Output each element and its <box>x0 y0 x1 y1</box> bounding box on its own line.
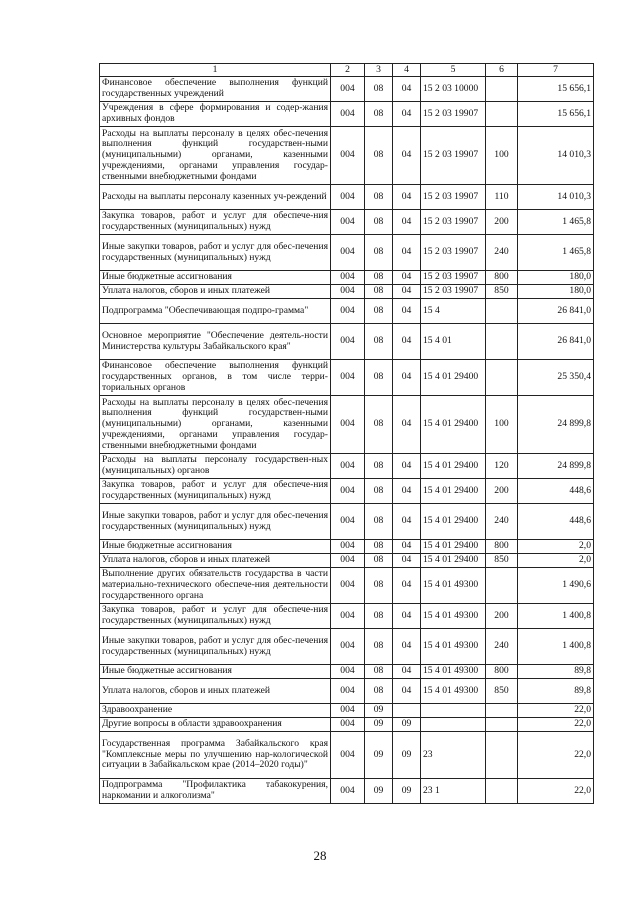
row-amount: 2,0 <box>518 540 594 554</box>
row-section: 08 <box>365 77 393 102</box>
header-col-5: 5 <box>421 64 486 77</box>
row-ministry-code: 004 <box>331 504 365 540</box>
row-section: 08 <box>365 271 393 285</box>
row-name: Иные бюджетные ассигнования <box>100 271 331 285</box>
row-ministry-code: 004 <box>331 396 365 454</box>
row-ministry-code: 004 <box>331 568 365 604</box>
row-target-article: 15 2 03 19907 <box>421 127 486 185</box>
row-expense-type: 240 <box>486 629 518 665</box>
row-name: Государственная программа Забайкальского края "Комплексные меры по улучшению нар-кологической ситуации в Забайкальском крае (2014–2020 годы)" <box>100 732 331 779</box>
row-ministry-code: 004 <box>331 704 365 718</box>
row-amount: 1 400,8 <box>518 629 594 665</box>
row-ministry-code: 004 <box>331 324 365 360</box>
row-expense-type <box>486 732 518 779</box>
row-subsection: 04 <box>393 235 421 271</box>
row-ministry-code: 004 <box>331 285 365 299</box>
row-target-article: 15 2 03 19907 <box>421 210 486 235</box>
table-row <box>100 568 594 604</box>
row-amount: 89,8 <box>518 679 594 704</box>
row-name: Расходы на выплаты персоналу в целях обес-печения выполнения функций государствен-ными (муниципальными) органами, казенными учреждениями, органами управления государ-ственными внебюджетными фондами <box>100 127 331 185</box>
row-section: 08 <box>365 396 393 454</box>
table-row <box>100 704 594 718</box>
row-expense-type <box>486 360 518 396</box>
row-subsection: 04 <box>393 554 421 568</box>
row-section: 08 <box>365 504 393 540</box>
row-target-article: 23 1 <box>421 779 486 804</box>
row-target-article: 15 4 01 49300 <box>421 665 486 679</box>
row-ministry-code: 004 <box>331 732 365 779</box>
row-amount: 22,0 <box>518 732 594 779</box>
row-section: 09 <box>365 732 393 779</box>
row-subsection: 04 <box>393 629 421 665</box>
row-ministry-code: 004 <box>331 718 365 732</box>
row-amount: 448,6 <box>518 479 594 504</box>
row-section: 08 <box>365 665 393 679</box>
row-section: 08 <box>365 540 393 554</box>
row-amount: 14 010,3 <box>518 185 594 210</box>
row-amount: 180,0 <box>518 285 594 299</box>
row-expense-type: 110 <box>486 185 518 210</box>
row-subsection: 04 <box>393 77 421 102</box>
row-name: Подпрограмма "Обеспечивающая подпро-грамма" <box>100 299 331 324</box>
row-subsection: 04 <box>393 324 421 360</box>
row-subsection: 04 <box>393 665 421 679</box>
row-expense-type: 240 <box>486 504 518 540</box>
row-target-article: 15 2 03 19907 <box>421 185 486 210</box>
row-subsection: 04 <box>393 396 421 454</box>
row-target-article: 15 2 03 19907 <box>421 271 486 285</box>
row-name: Финансовое обеспечение выполнения функций государственных органов, в том числе терри-ториальных органов <box>100 360 331 396</box>
row-name: Основное мероприятие "Обеспечение деятель-ности Министерства культуры Забайкальского края" <box>100 324 331 360</box>
row-target-article: 23 <box>421 732 486 779</box>
row-target-article: 15 4 01 <box>421 324 486 360</box>
row-amount: 22,0 <box>518 704 594 718</box>
row-expense-type: 240 <box>486 235 518 271</box>
row-expense-type: 850 <box>486 554 518 568</box>
row-section: 09 <box>365 779 393 804</box>
row-expense-type: 850 <box>486 285 518 299</box>
table-row <box>100 779 594 804</box>
row-amount: 25 350,4 <box>518 360 594 396</box>
table-row <box>100 718 594 732</box>
row-subsection: 04 <box>393 504 421 540</box>
row-target-article: 15 4 01 29400 <box>421 504 486 540</box>
row-ministry-code: 004 <box>331 629 365 665</box>
row-subsection: 04 <box>393 271 421 285</box>
row-subsection: 04 <box>393 568 421 604</box>
row-amount: 22,0 <box>518 779 594 804</box>
row-name: Учреждения в сфере формирования и содер-жания архивных фондов <box>100 102 331 127</box>
row-name: Финансовое обеспечение выполнения функций государственных учреждений <box>100 77 331 102</box>
row-section: 08 <box>365 479 393 504</box>
row-section: 08 <box>365 185 393 210</box>
row-expense-type <box>486 779 518 804</box>
row-subsection: 09 <box>393 718 421 732</box>
row-section: 08 <box>365 604 393 629</box>
row-name: Выполнение других обязательств государства в части материально-технического обеспече-ния деятельности государственного органа <box>100 568 331 604</box>
row-name: Закупка товаров, работ и услуг для обеспече-ния государственных (муниципальных) нужд <box>100 210 331 235</box>
row-ministry-code: 004 <box>331 299 365 324</box>
row-name: Уплата налогов, сборов и иных платежей <box>100 285 331 299</box>
row-name: Иные закупки товаров, работ и услуг для обес-печения государственных (муниципальных) нужд <box>100 235 331 271</box>
row-section: 08 <box>365 629 393 665</box>
row-target-article: 15 4 <box>421 299 486 324</box>
table-row <box>100 454 594 479</box>
row-target-article: 15 4 01 29400 <box>421 479 486 504</box>
row-target-article: 15 4 01 49300 <box>421 604 486 629</box>
table-row <box>100 629 594 665</box>
row-expense-type: 850 <box>486 679 518 704</box>
row-amount: 24 899,8 <box>518 454 594 479</box>
row-section: 08 <box>365 454 393 479</box>
row-subsection: 09 <box>393 732 421 779</box>
row-expense-type <box>486 568 518 604</box>
row-subsection <box>393 704 421 718</box>
row-expense-type: 120 <box>486 454 518 479</box>
row-name: Подпрограмма "Профилактика табакокурения, наркомании и алкоголизма" <box>100 779 331 804</box>
row-target-article: 15 4 01 29400 <box>421 554 486 568</box>
row-subsection: 04 <box>393 102 421 127</box>
row-expense-type: 100 <box>486 396 518 454</box>
row-ministry-code: 004 <box>331 604 365 629</box>
row-expense-type: 800 <box>486 665 518 679</box>
row-subsection: 04 <box>393 454 421 479</box>
header-col-3: 3 <box>365 64 393 77</box>
table-row <box>100 554 594 568</box>
table-row <box>100 360 594 396</box>
row-section: 09 <box>365 704 393 718</box>
row-name: Уплата налогов, сборов и иных платежей <box>100 554 331 568</box>
table-row <box>100 285 594 299</box>
row-amount: 26 841,0 <box>518 324 594 360</box>
row-expense-type <box>486 102 518 127</box>
table-header-row <box>100 64 594 77</box>
row-ministry-code: 004 <box>331 127 365 185</box>
table-row <box>100 479 594 504</box>
row-section: 08 <box>365 285 393 299</box>
row-amount: 26 841,0 <box>518 299 594 324</box>
table-row <box>100 127 594 185</box>
row-expense-type: 800 <box>486 271 518 285</box>
table-row <box>100 396 594 454</box>
row-ministry-code: 004 <box>331 479 365 504</box>
row-subsection: 04 <box>393 604 421 629</box>
row-target-article <box>421 718 486 732</box>
table-row <box>100 504 594 540</box>
row-section: 08 <box>365 299 393 324</box>
row-ministry-code: 004 <box>331 779 365 804</box>
row-name: Иные бюджетные ассигнования <box>100 665 331 679</box>
row-expense-type: 200 <box>486 479 518 504</box>
row-subsection: 04 <box>393 679 421 704</box>
row-amount: 1 465,8 <box>518 235 594 271</box>
row-ministry-code: 004 <box>331 554 365 568</box>
header-col-4: 4 <box>393 64 421 77</box>
row-amount: 15 656,1 <box>518 77 594 102</box>
header-col-1: 1 <box>100 64 331 77</box>
row-subsection: 04 <box>393 285 421 299</box>
row-target-article: 15 4 01 29400 <box>421 454 486 479</box>
row-amount: 22,0 <box>518 718 594 732</box>
row-name: Иные закупки товаров, работ и услуг для обес-печения государственных (муниципальных) нужд <box>100 629 331 665</box>
row-ministry-code: 004 <box>331 210 365 235</box>
table-row <box>100 210 594 235</box>
row-ministry-code: 004 <box>331 679 365 704</box>
row-section: 08 <box>365 127 393 185</box>
row-section: 08 <box>365 210 393 235</box>
row-subsection: 04 <box>393 210 421 235</box>
budget-table <box>99 63 594 804</box>
row-amount: 2,0 <box>518 554 594 568</box>
row-name: Иные закупки товаров, работ и услуг для обес-печения государственных (муниципальных) нужд <box>100 504 331 540</box>
row-subsection: 04 <box>393 127 421 185</box>
table-row <box>100 540 594 554</box>
row-subsection: 04 <box>393 299 421 324</box>
row-target-article: 15 4 01 29400 <box>421 396 486 454</box>
header-col-7: 7 <box>518 64 594 77</box>
row-section: 09 <box>365 718 393 732</box>
row-name: Расходы на выплаты персоналу в целях обес-печения выполнения функций государствен-ными (муниципальными) органами, казенными учреждениями, органами управления государ-ственными внебюджетными фондами <box>100 396 331 454</box>
row-ministry-code: 004 <box>331 235 365 271</box>
row-ministry-code: 004 <box>331 665 365 679</box>
row-expense-type <box>486 299 518 324</box>
row-section: 08 <box>365 324 393 360</box>
row-name: Здравоохранение <box>100 704 331 718</box>
row-amount: 1 490,6 <box>518 568 594 604</box>
row-name: Расходы на выплаты персоналу государствен-ных (муниципальных) органов <box>100 454 331 479</box>
row-expense-type: 800 <box>486 540 518 554</box>
row-name: Иные бюджетные ассигнования <box>100 540 331 554</box>
row-target-article: 15 2 03 19907 <box>421 235 486 271</box>
row-amount: 1 465,8 <box>518 210 594 235</box>
row-expense-type: 200 <box>486 210 518 235</box>
row-section: 08 <box>365 235 393 271</box>
row-amount: 24 899,8 <box>518 396 594 454</box>
table-row <box>100 665 594 679</box>
row-expense-type <box>486 77 518 102</box>
row-amount: 89,8 <box>518 665 594 679</box>
row-name: Другие вопросы в области здравоохранения <box>100 718 331 732</box>
row-expense-type <box>486 324 518 360</box>
header-col-2: 2 <box>331 64 365 77</box>
row-target-article: 15 4 01 49300 <box>421 629 486 665</box>
row-target-article: 15 2 03 19907 <box>421 285 486 299</box>
row-ministry-code: 004 <box>331 540 365 554</box>
row-ministry-code: 004 <box>331 454 365 479</box>
row-expense-type: 200 <box>486 604 518 629</box>
row-name: Закупка товаров, работ и услуг для обеспече-ния государственных (муниципальных) нужд <box>100 479 331 504</box>
row-target-article: 15 4 01 29400 <box>421 540 486 554</box>
row-expense-type: 100 <box>486 127 518 185</box>
row-name: Уплата налогов, сборов и иных платежей <box>100 679 331 704</box>
table-row <box>100 185 594 210</box>
row-amount: 15 656,1 <box>518 102 594 127</box>
table-row <box>100 77 594 102</box>
table-row <box>100 324 594 360</box>
table-row <box>100 679 594 704</box>
row-section: 08 <box>365 679 393 704</box>
row-expense-type <box>486 718 518 732</box>
row-subsection: 04 <box>393 540 421 554</box>
row-subsection: 04 <box>393 185 421 210</box>
row-amount: 1 400,8 <box>518 604 594 629</box>
row-ministry-code: 004 <box>331 185 365 210</box>
row-ministry-code: 004 <box>331 360 365 396</box>
row-ministry-code: 004 <box>331 271 365 285</box>
row-amount: 448,6 <box>518 504 594 540</box>
row-section: 08 <box>365 102 393 127</box>
header-col-6: 6 <box>486 64 518 77</box>
page-number: 28 <box>313 848 327 863</box>
table-row <box>100 235 594 271</box>
row-target-article: 15 2 03 19907 <box>421 102 486 127</box>
row-subsection: 04 <box>393 360 421 396</box>
row-section: 08 <box>365 554 393 568</box>
row-ministry-code: 004 <box>331 77 365 102</box>
row-amount: 14 010,3 <box>518 127 594 185</box>
row-target-article: 15 4 01 49300 <box>421 679 486 704</box>
row-expense-type <box>486 704 518 718</box>
row-target-article <box>421 704 486 718</box>
row-target-article: 15 2 03 10000 <box>421 77 486 102</box>
row-section: 08 <box>365 360 393 396</box>
table-row <box>100 604 594 629</box>
table-row <box>100 102 594 127</box>
row-amount: 180,0 <box>518 271 594 285</box>
row-name: Расходы на выплаты персоналу казенных уч-реждений <box>100 185 331 210</box>
row-subsection: 04 <box>393 479 421 504</box>
row-target-article: 15 4 01 29400 <box>421 360 486 396</box>
row-name: Закупка товаров, работ и услуг для обеспече-ния государственных (муниципальных) нужд <box>100 604 331 629</box>
row-ministry-code: 004 <box>331 102 365 127</box>
table-row <box>100 732 594 779</box>
row-target-article: 15 4 01 49300 <box>421 568 486 604</box>
table-row <box>100 271 594 285</box>
row-subsection: 09 <box>393 779 421 804</box>
table-row <box>100 299 594 324</box>
row-section: 08 <box>365 568 393 604</box>
